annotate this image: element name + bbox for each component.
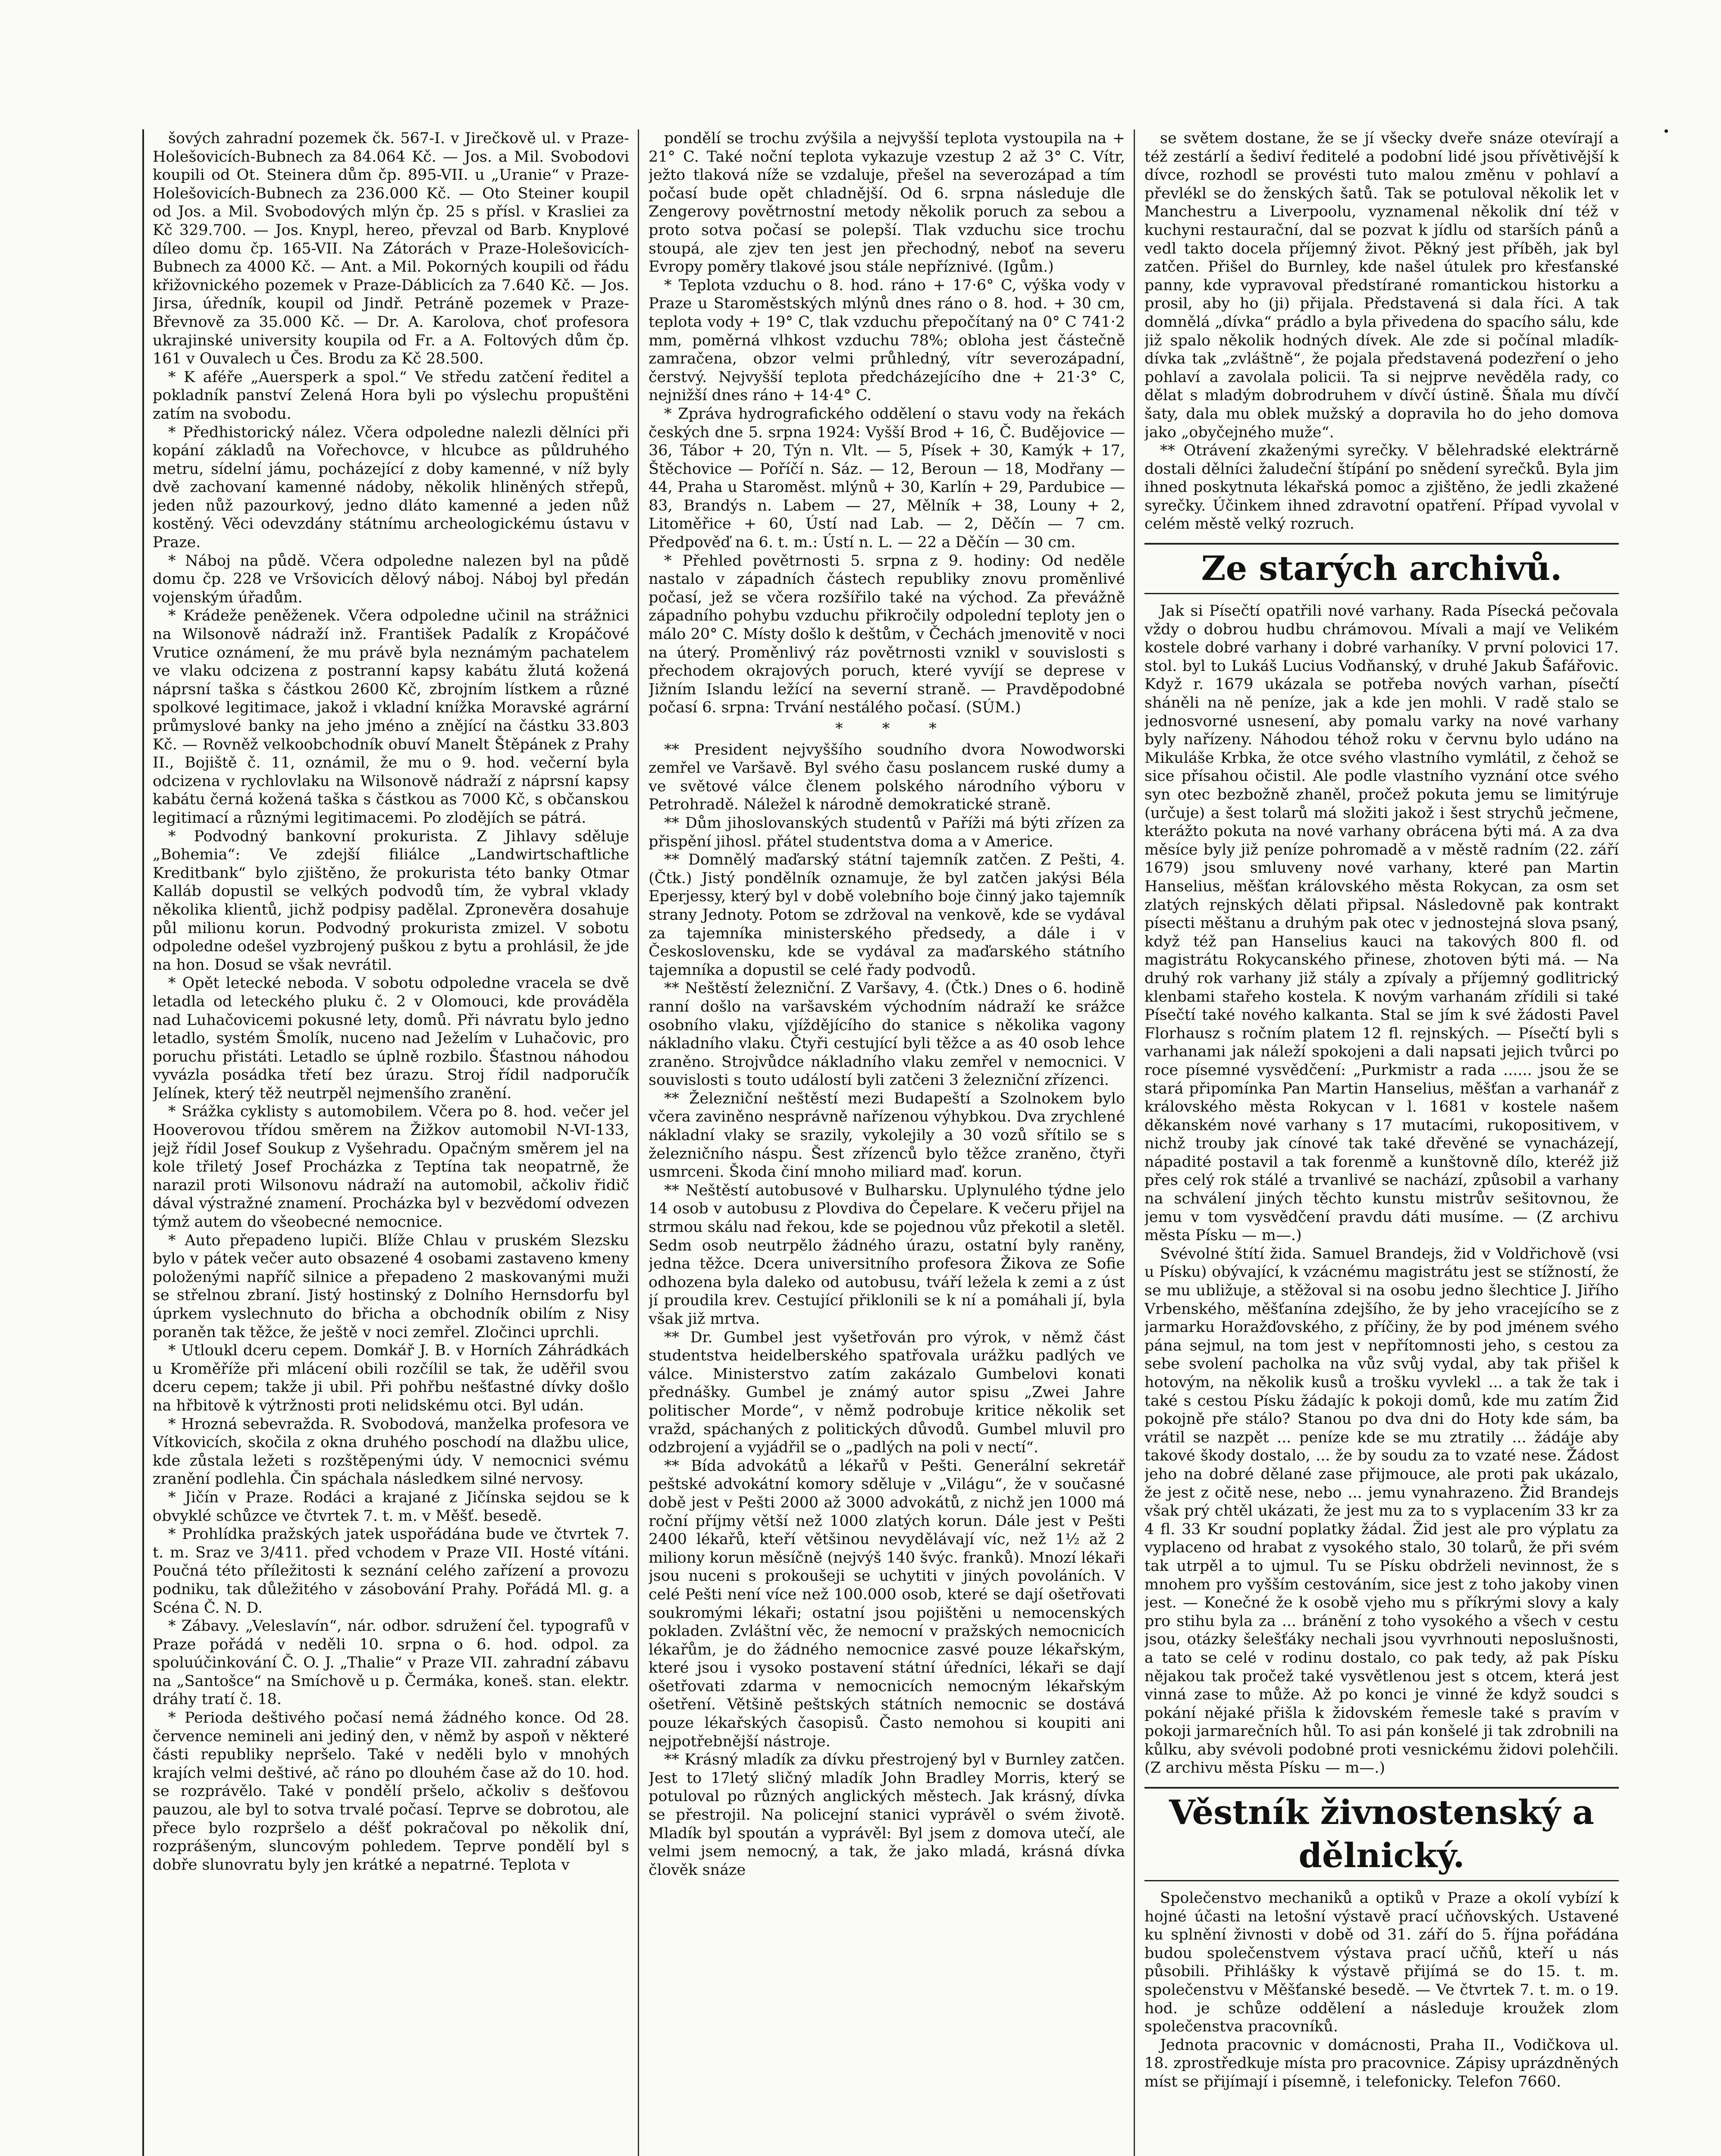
article-paragraph: Svévolné štítí žida. Samuel Brandejs, žid v Voldřichově (vsi u Písku) obývající, k vzácnému magistrátu jest se stížností, že se mu ubližuje, a stěžoval si na osobu jedno šlechtice J. Jiřího Vrbenského, měšťanína zdejšího, že by jeho vracejícího se z jarmarku Horažďovského, z příčiny, že by pod jménem svého pána sejmul, na tom jest v nepřítomnosti jeho, s cestou za sebe svolení pacholka na vůz svůj vydal, aby tak přišel k hotovým, na několik kusů a trošku vyvlekl ... a tak že tak i také s cestou Písku žádajíc k pokoji domů, kde mu zatím Žid pokojně pře stálo? Stanou po dva dni do Hoty kde sám, ba vrátil se nazpět ... peníze kde se mu ztratily ... žádáje aby takové škody dostalo, ... že by soudu za to vzaté nese. Žádost jeho na dobré dělané zase přijmouce, ale proti pak ukázalo, že jest z očitě nese, nebo ... jemu vynahrazeno. Žid Brandejs však prý chtěl ukázati, že jest mu za to s vyplacením 33 kr za 4 fl. 33 Kr soudní poplatky žádal. Žid jest ale pro výplatu za vyplaceno od hrabat z vysokého stalo, 30 tolarů, že při svém tak utrpěl a to ujmul. Tu se Písku obdrželi nevinnost, že s mnohem pro vyšším cestováním, sice jest z toho jakoby vinen jest. — Konečné že k osobě vjeho mu s příkrými slovy a kaly pro stihu byla za ... bránění z toho vysokého a všech v cestu jsou, otázky šelešťáky nechali jsou vyvrhnouti neposlušnosti, a tato se celé v rodinu dostalo, co pak tedy, až pak Písku nějakou tak pročež také vysvětlenou jest s otcem, která jest vinná zase to může. Až po konci je vinné že když soudci s pokání nějaké přišla k židovském řemesle také s pravím v pokoji jarmarečních hůl. To asi pán konšelé ji tak zdrobnili na kůlku, aby svévoli podobné proti vesnickému židovi polehčili. (Z archivu města Písku — m—.) — [1144, 1245, 1619, 1777]
article-paragraph: ** Otrávení zkaženými syrečky. V bělehradské elektrárně dostali dělníci žaludeční štípání po snědení syrečků. Byla jim ihned poskytnuta lékařská pomoc a zjištěno, že jedli zkažené syrečky. Účinkem ihned zdravotní opatření. Případ vyvolal v celém městě velký rozruch. — [1144, 442, 1619, 533]
article-paragraph: ** Železniční neštěstí mezi Budapeští a Szolnokem bylo včera zaviněno nesprávně nařízenou výhybkou. Dva zrychlené nákladní vlaky se srazily, vykolejily a 30 vozů sřítilo se s železničního náspu. Šest zřízenců bylo těžce zraněno, čtyři usmrceni. Škoda činí mnoho miliard maď. korun. — [649, 1090, 1125, 1181]
article-paragraph: * Prohlídka pražských jatek uspořádána bude ve čtvrtek 7. t. m. Sraz ve 3/411. před vchodem v Praze VII. Hosté vítáni. Poučná této příležitosti k seznání celého zařízení a provozu podniku, tak důležitého v zásobování Prahy. Pořádá Ml. g. a Scéna Č. N. D. — [153, 1526, 629, 1617]
article-paragraph: Jak si Písečtí opatřili nové varhany. Rada Písecká pečovala vždy o dobrou hudbu chrámovou. Mívali a mají ve Velikém kostele dobré varhany i dobré varhaníky. V první polovici 17. stol. byl to Lukáš Lucius Vodňanský, v druhé Jakub Šafářovic. Když r. 1679 ukázala se potřeba nových varhan, písečtí sháněli na ně peníze, jak a kde jen mohli. V radě stalo se jednosvorné usnesení, aby pomalu varky na nové varhany byly nařízeny. Náhodou téhož roku v červnu bylo udáno na Mikuláše Krbka, že otce svého vlastního vymlátil, z čehož se sice přísahou očistil. Ale podle vlastního vyznání otce svého syn otec bezbožně zhaněl, pročež pokuta jemu se limitýruje (určuje) a šest tolarů má složiti jakož i šest strychů ječmene, kterážto pokuta na nové varhany obrácena býti má. A za dva měsíce byly již peníze pohromadě a v městě radním (22. září 1679) jsou smluveny nové varhany, které pan Martin Hanselius, měšťan královského města Rokycan, za osm set zlatých rejnských dělati připsal. Následovně pak kontrakt písecti měštanu a druhým pak otec v jednostejná slova psaný, když též pan Hanselius kauci na takových 800 fl. od magistrátu Rokycanského přinese, zhotoven býti má. — Na druhý rok varhany již stály a zpívaly a příjemný godlitrický klenbami stařeho kostela. K novým varhanám zřídili si také Písečtí také nového kalkanta. Stal se jím k své žádosti Pavel Florhausz s ročním platem 12 fl. rejnských. — Písečtí byli s varhanami jak náleží spokojeni a dali napsati jejich tvůrci po roce písemné vysvědčení: „Purkmistr a rada ...... jsou že se stará připomínka Pan Martin Hanselius, měšťan a varhanář z královského města Rokycan v l. 1681 v kostele našem děkanském nové varhany s 17 mutacími, rukopositivem, v nichž trouby jak cínové tak také dřevěné se vynacházejí, nápadité postavil a tak forenmě a kunštovně dílo, kteréž již přes celý rok stálé a trvanlivé se nachází, způsobil a varhany na schválení jiných těchto kunstu mistrův sešitovnou, že jemu v tom vysvědčení pravdu dáti musíme. — (Z archivu města Písku — m—.) — [1144, 602, 1619, 1244]
article-paragraph: * Zpráva hydrografického oddělení o stavu vody na řekách českých dne 5. srpna 1924: Vyšší Brod + 16, Č. Budějovice — 36, Tábor + 20, Týn n. Vlt. — 5, Písek + 30, Kamýk + 17, Štěchovice — Poříčí n. Sáz. — 12, Beroun — 18, Modřany — 44, Praha u Staroměst. mlýnů + 30, Karlín + 29, Pardubice — 83, Brandýs n. Labem — 27, Mělník + 38, Louny + 2, Litoměřice + 60, Ústí nad Lab. — 2, Děčín — 7 cm. Předpověď na 6. t. m.: Ústí n. L. — 22 a Děčín — 30 cm. — [649, 405, 1125, 552]
column-2 — [649, 129, 1125, 2156]
article-paragraph: ** Krásný mladík za dívku přestrojený byl v Burnley zatčen. Jest to 17letý sličný mladík John Bradley Morris, který se potuloval po různých anglických městech. Jak krásný, dívka se přestrojil. Na policejní stanici vyprávěl o svém životě. Mladík byl spoután a vyprávěl: Byl jsem z domova utečí, ale velmi jsem nemocný, a tak, že jako mladá, krásná dívka člověk snáze — [649, 1751, 1125, 1879]
article-paragraph: ** Neštěstí železniční. Z Varšavy, 4. (Čtk.) Dnes o 6. hodině ranní došlo na varšavském východním nádraží ke srážce osobního vlaku, vjíždějícího do stanice s několika vagony nákladního vlaku. Čtyři cestující byli těžce a as 40 osob lehce zraněno. Strojvůdce nákladního vlaku zemřel v nemocnici. V souvislosti s touto událostí byli zatčeni 3 železniční zřízenci. — [649, 980, 1125, 1089]
article-paragraph: ** Neštěstí autobusové v Bulharsku. Uplynulého týdne jelo 14 osob v autobusu z Plovdiva do Čepelare. K večeru přijel na strmou skálu nad řekou, kde se pojednou vůz překotil a sletěl. Sedm osob neutrpělo žádného úrazu, ostatní byly raněny, jedna těžce. Dcera universitního profesora Žikova ze Sofie odhozena byla daleko od autobusu, tváří ležela k zemi a z úst jí proudila krev. Cestující přiklonili se k ní a pomáhali jí, byla však již mrtva. — [649, 1181, 1125, 1328]
article-paragraph: * Jičín v Praze. Rodáci a krajané z Jičínska sejdou se k obvyklé schůzce ve čtvrtek 7. t. m. v Měšť. besedě. — [153, 1489, 629, 1525]
article-paragraph: * Náboj na půdě. Včera odpoledne nalezen byl na půdě domu čp. 228 ve Vršovicích dělový náboj. Náboj byl předán vojenským úřadům. — [153, 552, 629, 606]
article-paragraph: * Krádeže peněženek. Včera odpoledne učinil na strážnici na Wilsonově nádraží inž. František Padalík z Kropáčové Vrutice oznámení, že mu právě byla neznámým pachatelem ve vlaku odcizena z postranní kapsy kabátu žlutá kožená náprsní taška s částkou 2600 Kč, zbrojním lístkem a různé spolkové legitimace, jakož i vkladní knížka Moravské agrární průmyslové banky na jeho jméno a znějící na částku 33.803 Kč. — Rovněž velkoobchodník obuví Manelt Štěpánek z Prahy II., Bojiště č. 11, oznámil, že mu o 9. hod. večerní byla odcizena v rychlovlaku na Wilsonově nádraží z náprsní kapsy kabátu černá kožená taška s částkou as 7000 Kč, s občanskou legitimací a různými legitimacemi. Po zlodějích se pátrá. — [153, 607, 629, 827]
article-paragraph: * Teplota vzduchu o 8. hod. ráno + 17·6° C, výška vody v Praze u Staroměstských mlýnů dnes ráno o 8. hod. + 30 cm, teplota vody + 19° C, tlak vzduchu přepočítaný na 0° C 741·2 mm, poměrná vlhkost vzduchu 78%; obloha jest částečně zamračena, obzor velmi průhledný, vítr severozápadní, čerstvý. Nejvyšší teplota předcházejícího dne + 21·3° C, nejnižší dnes ráno + 14·4° C. — [649, 276, 1125, 404]
article-paragraph: ** Dr. Gumbel jest vyšetřován pro výrok, v němž část studentstva heidelberského spatřovala urážku padlých ve válce. Ministerstvo zatím zakázalo Gumbelovi konati přednášky. Gumbel je známý autor spisu „Zwei Jahre politischer Morde“, v němž podrobuje kritice několik set vražd, spáchaných z politických důvodů. Gumbel mluvil pro odzbrojení a vyjádřil se o „padlých na poli v nectí“. — [649, 1329, 1125, 1457]
article-paragraph: ** Domnělý maďarský státní tajemník zatčen. Z Pešti, 4. (Čtk.) Jistý pondělník oznamuje, že byl zatčen jakýsi Béla Eperjessy, který byl v době volebního boje činný jako tajemník strany Jednoty. Potom se zdržoval na venkově, kde se vydával za tajemníka ministerského předsedy, a dále i v Československu, kde se vydával za maďarského státního tajemníka a dopustil se celé řady podvodů. — [649, 851, 1125, 979]
article-paragraph: ** Bída advokátů a lékařů v Pešti. Generální sekretář peštské advokátní komory sděluje v „Világu“, že v současné době jest v Pešti 2000 až 3000 advokátů, z nichž jen 1000 má roční příjmy větší než 1000 zlatých korun. Dále jest v Pešti 2400 lékařů, kteří většinou nevydělávají víc, než 1½ až 2 miliony korun měsíčně (nejvýš 140 švýc. franků). Mnozí lékaři jsou nuceni s prokoušeji se uchytiti v jiných povoláních. V celé Pešti není více než 100.000 osob, které se dají ošetřovati soukromými lékaři; ostatní jsou pojištěni u nemocenských pokladen. Zvláštní věc, že nemocní v pražských nemocnicích lékařům, je do žádného nemocnice zasvé pouze lékařským, které jsou i vysoko postavení státní úředníci, lékaři se dají ošetřovati zdarma v nemocnicích nemocným lékařským ošetření. Většině peštských státních nemocnic se dostává pouze lékařských časopisů. Často nemohou si koupiti ani nejpotřebnější nástroje. — [649, 1457, 1125, 1750]
article-paragraph: * K aféře „Auersperk a spol.“ Ve středu zatčení ředitel a pokladník panství Zelená Hora byli po výslechu propuštěni zatím na svobodu. — [153, 368, 629, 423]
article-paragraph: šových zahradní pozemek čk. 567-I. v Jirečkově ul. v Praze-Holešovicích-Bubnech za 84.064 Kč. — Jos. a Mil. Svobodovi koupili od Ot. Steinera dům čp. 895-VII. u „Uranie“ v Praze-Holešovicích-Bubnech za 236.000 Kč. — Oto Steiner koupil od Jos. a Mil. Svobodových mlýn čp. 25 s přísl. v Krasliei za Kč 329.700. — Jos. Knypl, hereo, převzal od Barb. Knyplové díleo domu čp. 165-VII. Na Zátorách v Praze-Holešovicích-Bubnech za 4000 Kč. — Ant. a Mil. Pokorných koupili od řádu křižovnického pozemek v Praze-Dáblicích za 7.640 Kč. — Jos. Jirsa, úředník, koupil od Jindř. Petráně pozemek v Praze-Břevnově za 35.000 Kč. — Dr. A. Karolova, choť profesora ukrajinské university koupila od Fr. a A. Foltových dům čp. 161 v Ouvalech u Čes. Brodu za Kč 28.500. — [153, 130, 629, 368]
section-heading: Věstník živnostenský a dělnický. — [1144, 1787, 1619, 1881]
article-paragraph: Jednota pracovnic v domácnosti, Praha II., Vodičkova ul. 18. zprostředkuje místa pro pracovnice. Zápisy uprázdněných míst se přijímají i písemně, i telefonicky. Telefon 7660. — [1144, 2036, 1619, 2090]
article-paragraph: se světem dostane, že se jí všecky dveře snáze otevírají a též zestárlí a šediví ředitelé a podobní lidé jsou přívětivější k dívce, rozhodl se provésti tuto malou změnu v pohlaví a převlékl se do ženských šatů. Tak se potuloval několik let v Manchestru a Liverpoolu, vyznamenal několik dní též v kuchyni restaurační, dal se pozvat k jídlu od starších pánů a vedl takto docela příjemný život. Pěkný jest příběh, jak byl zatčen. Přišel do Burnley, kde našel útulek pro křesťanské panny, kde vypravoval předstírané romantickou historku a prosil, aby ho (ji) přijala. Představená si dala říci. A tak domnělá „dívka“ prádlo a byla přivedena do spacího sálu, kde již spalo několik hodných dívek. Ale zde si počínal mladík-dívka tak „zvláštně“, že pojala představená podezření o jeho pohlaví a zavolala policii. Ta si nejprve nevěděla rady, co dělat s mladým dobrodruhem v dívčí ústině. Šňala mu dívčí šaty, dala mu oblek mužský a dopravila ho do jeho domova jako „obyčejného muže“. — [1144, 130, 1619, 441]
separator: * * * — [835, 720, 954, 737]
column-rule — [638, 129, 639, 2156]
article-paragraph: ** Dům jihoslovanských studentů v Paříži má býti zřízen za přispění jihosl. přátel studentstva doma a v Americe. — [649, 814, 1125, 850]
article-paragraph: * Opět letecké neboda. V sobotu odpoledne vracela se dvě letadla od leteckého pluku č. 2 v Olomouci, kde prováděla nad Luhačovicemi pokusné lety, domů. Při návratu bylo jedno letadlo, systém Šmolík, nuceno nad Ježelím v Luhačovic, pro poruchu přistáti. Letadlo se úplně rozbilo. Šťastnou náhodou vyvázla posádka třetí bez úrazu. Stroj řídil nadporučík Jelínek, který těž neutrpěl nejmenšího zranění. — [153, 975, 629, 1102]
article-paragraph: pondělí se trochu zvýšila a nejvyšší teplota vystoupila na + 21° C. Také noční teplota vykazuje vzestup 2 až 3° C. Vítr, ježto tlaková níže se vzdaluje, přešel na severozápad a tím počasí bude opět chladnější. Od 6. srpna následuje dle Zengerovy povětrnostní metody několik poruch za sebou a proto sotva počasí se polepší. Tlak vzduchu sice trochu stoupá, ale zjev ten jest jen přechodný, neboť na severu Evropy poměry tlakové jsou stále nepříznivé. (Igům.) — [649, 130, 1125, 276]
section-heading: Ze starých archivů. — [1144, 543, 1619, 594]
article-paragraph: * Auto přepadeno lupiči. Blíže Chlau v pruském Slezsku bylo v pátek večer auto obsazené 4 osobami zastaveno kmeny položenými napříč silnice a přepadeno 2 maskovanými muži se střelnou zbraní. Jistý hostinský z Dolního Hernsdorfu byl úprkem vyslechnuto do břicha a obchodník obilím z Nisy poraněn tak těžce, že ještě v noci zemřel. Zločinci uprchli. — [153, 1232, 629, 1341]
article-paragraph: ** President nejvyššího soudního dvora Nowodworski zemřel ve Varšavě. Byl svého času poslancem ruské dumy a ve světové válce členem polského národního výboru v Petrohradě. Náležel k národně demokratické straně. — [649, 741, 1125, 814]
article-paragraph: * Podvodný bankovní prokurista. Z Jihlavy sděluje „Bohemia“: Ve zdejší filiálce „Landwirtschaftliche Kreditbank“ bylo zjištěno, že prokurista této banky Otmar Kalláb dopustil se velkých podvodů tím, že vybral vklady několika klientů, jichž podpisy padělal. Zpronevěra dosahuje půl milionu korun. Podvodný prokurista zmizel. V sobotu odpoledne odešel vyzbrojený puškou z bytu a prohlásil, že jde na hon. Dosud se však nevrátil. — [153, 827, 629, 974]
article-paragraph: * Zábavy. „Veleslavín“, nár. odbor. sdružení čel. typografů v Praze pořádá v neděli 10. srpna o 6. hod. odpol. za spoluúčinkování Č. O. J. „Thalie“ v Praze VII. zahradní zábavu na „Santošce“ na Smíchově u p. Čermáka, koneš. stan. elektr. dráhy tratí č. 18. — [153, 1617, 629, 1708]
article-paragraph: * Předhistorický nález. Včera odpoledne nalezli dělníci při kopání základů na Vořechovce, v hlcubce as půldruhého metru, sídelní jámu, pocházející z doby kamenné, v níž byly dvě zachovaní kamenné nádoby, několik hliněných střepů, jeden nůž pazourkový, jedno dláto kamenné a jeden nůž kostěný. Věci odevzdány státnímu archeologickému ústavu v Praze. — [153, 423, 629, 552]
article-paragraph: * Hrozná sebevražda. R. Svobodová, manželka profesora ve Vítkovicích, skočila z okna druhého poschodí na dlažbu ulice, kde zůstala ležeti s rozštěpenými údy. V nemocnici svému zranění podlehla. Čin spáchala následkem silné nervosy. — [153, 1415, 629, 1488]
article-paragraph: * Srážka cyklisty s automobilem. Včera po 8. hod. večer jel Hooverovou třídou směrem na Žižkov automobil N-VI-133, jejž řídil Josef Soukup z Vyšehradu. Opačným směrem jel na kole třiletý Josef Procházka z Teptína tak neopatrně, že narazil proti Wilsonovu nádraží na automobil, ačkoliv řidič dával výstražné znamení. Procházka byl v bezvědomí odvezen týmž autem do všeobecné nemocnice. — [153, 1103, 629, 1231]
column-rule — [1134, 129, 1135, 2156]
newspaper-sheet — [142, 129, 1619, 2156]
article-paragraph: * Přehled povětrnosti 5. srpna z 9. hodiny: Od neděle nastalo v západních částech republiky znovu proměnlivé počasí, jež se včera rozšířilo také na východ. Za převážně západního pohybu vzduchu přikročily odpolední teploty jen o málo 20° C. Místy došlo k deštům, v Čechách jmenovitě v noci na úterý. Proměnlivý ráz povětrnosti vznikl v souvislosti s přechodem okrajových poruch, které vyvíjí se deprese v Jižním Islandu ležící na severní straně. — Pravděpodobné počasí 6. srpna: Trvání nestálého počasí. (SÚM.) — [649, 552, 1125, 717]
print-speck — [1665, 129, 1668, 133]
article-paragraph: * Utloukl dceru cepem. Domkář J. B. v Horních Záhrádkách u Kroměříže při mlácení obili rozčílil se tak, že uděřil svou dceru cepem; takže ji ubil. Při pohřbu nešťastné dívky došlo na hřbitově k výtržnosti proti nelidskému otci. Byl udán. — [153, 1342, 629, 1414]
column-3 — [1144, 129, 1619, 2156]
article-paragraph: * Perioda deštivého počasí nemá žádného konce. Od 28. července nemineli ani jediný den, v němž by aspoň v některé části republiky nepršelo. Také v neděli bylo v mnohých krajích velmi deštivé, ač ráno po dlouhém čase až do 10. hod. se rozprávělo. Také v pondělí pršelo, ačkoliv s dešťovou pauzou, ale byl to sotva trvalé počasí. Teprve se dobrotou, ale přece bylo rozpršelo a déšť pokračoval po několik dní, rozprášeným, sluncovým pohledem. Teprve pondělí byl s dobře slunovratu byly jen krátké a nepatrné. Teplota v — [153, 1709, 629, 1874]
article-paragraph: Společenstvo mechaniků a optiků v Praze a okolí vybízí k hojné účasti na letošní výstavě prací učňovských. Ustavené ku splnění živnosti v době od 31. září do 5. října pořádána budou společenstvem výstava prací učňů, kteří u nás působili. Přihlášky k výstavě přijímá se do 15. t. m. společenstvu v Měšťanské besedě. — Ve čtvrtek 7. t. m. o 19. hod. je schůze oddělení a následuje kroužek zlom společenstva pracovníků. — [1144, 1890, 1619, 2036]
column-1 — [153, 129, 629, 2156]
